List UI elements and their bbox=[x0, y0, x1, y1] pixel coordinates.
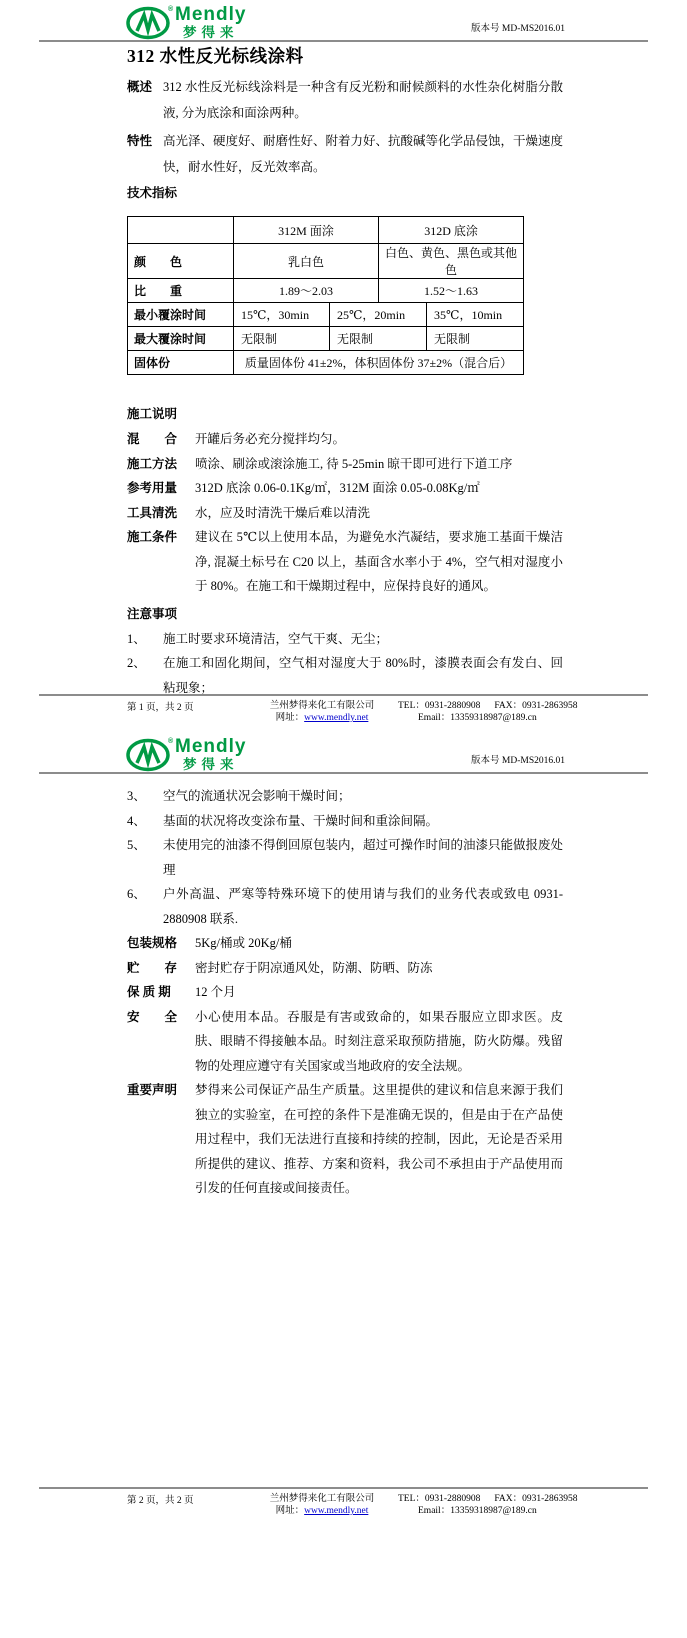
page-header bbox=[0, 732, 687, 772]
brand-name-en: Mendly bbox=[175, 736, 247, 757]
info-item-disclaimer bbox=[127, 1078, 563, 1201]
note-number: 5、 bbox=[127, 838, 146, 852]
table-row bbox=[128, 279, 524, 303]
email-address: Email：13359318987@189.cn bbox=[418, 1506, 537, 1516]
email-address: Email：13359318987@189.cn bbox=[418, 713, 537, 723]
item-text: 12 个月 bbox=[195, 985, 236, 999]
table-cell: 质量固体份 41±2%，体积固体份 37±2%（混合后） bbox=[234, 351, 524, 375]
table-cell: 25℃，20min bbox=[330, 303, 427, 327]
page1-content bbox=[0, 44, 687, 700]
note-number: 4、 bbox=[127, 813, 146, 828]
table-row-label: 最大覆涂时间 bbox=[128, 327, 234, 351]
table-cell: 1.89～2.03 bbox=[234, 279, 379, 303]
item-label: 施工方法 bbox=[127, 456, 178, 471]
page2-content bbox=[0, 784, 687, 1201]
note-number: 3、 bbox=[127, 789, 146, 803]
page-1 bbox=[0, 0, 687, 732]
features-text: 高光泽、硬度好、耐磨性好、附着力好、抗酸碱等化学品侵蚀，干燥速度快，耐水性好，反光效率高。 bbox=[163, 134, 564, 174]
table-cell: 35℃，10min bbox=[427, 303, 524, 327]
notes-heading: 注意事项 bbox=[127, 606, 178, 621]
item-label: 混 合 bbox=[127, 432, 178, 446]
construction-item-cleaning bbox=[127, 501, 563, 526]
note-item-2 bbox=[127, 651, 563, 700]
note-number: 6、 bbox=[127, 887, 146, 901]
features-label: 特性 bbox=[127, 134, 153, 148]
item-text: 喷涂、刷涂或滚涂施工, 待 5-25min 晾干即可进行下道工序 bbox=[195, 456, 513, 471]
table-row bbox=[128, 351, 524, 375]
item-label: 安 全 bbox=[127, 1009, 178, 1024]
table-cell: 无限制 bbox=[427, 327, 524, 351]
tech-specs-heading: 技术指标 bbox=[127, 186, 178, 200]
note-text: 户外高温、严寒等特殊环境下的使用请与我们的业务代表或致电 0931-2880908 联系. bbox=[163, 887, 563, 926]
page-number: 第 2 页，共 2 页 bbox=[127, 1496, 194, 1506]
note-item-1 bbox=[127, 627, 563, 652]
construction-item-conditions bbox=[127, 525, 563, 599]
company-name: 兰州梦得来化工有限公司 bbox=[269, 1494, 375, 1504]
table-cell bbox=[128, 217, 234, 244]
tel-number: TEL：0931-2880908 bbox=[398, 1494, 481, 1504]
fax-number: FAX：0931-2863958 bbox=[494, 701, 578, 711]
table-row bbox=[128, 217, 524, 244]
item-label: 重要声明 bbox=[127, 1083, 178, 1097]
table-cell: 白色、黄色、黑色或其他色 bbox=[379, 244, 524, 279]
table-cell: 1.52～1.63 bbox=[379, 279, 524, 303]
construction-item-method bbox=[127, 452, 563, 477]
item-text: 密封贮存于阴凉通风处，防潮、防晒、防冻 bbox=[195, 960, 433, 975]
construction-item-mixing bbox=[127, 427, 563, 452]
page-2 bbox=[0, 732, 687, 1638]
note-item-5 bbox=[127, 833, 563, 882]
page1-footer bbox=[0, 694, 687, 724]
version-label: 版本号 MD-MS2016.01 bbox=[471, 24, 565, 34]
company-name: 兰州梦得来化工有限公司 bbox=[269, 701, 375, 711]
item-text: 开罐后务必充分搅拌均匀。 bbox=[195, 432, 346, 446]
item-text: 312D 底涂 0.06-0.1Kg/㎡，312M 面涂 0.05-0.08Kg/㎡ bbox=[195, 481, 480, 495]
page-header bbox=[0, 0, 687, 40]
table-row-label: 比 重 bbox=[128, 279, 234, 303]
website-label: 网址： bbox=[275, 1506, 305, 1516]
item-text: 5Kg/桶或 20Kg/桶 bbox=[195, 936, 292, 950]
table-row bbox=[128, 244, 524, 279]
table-cell: 无限制 bbox=[330, 327, 427, 351]
tel-number: TEL：0931-2880908 bbox=[398, 701, 481, 711]
note-number: 2、 bbox=[127, 656, 146, 670]
table-col-header: 312D 底涂 bbox=[379, 217, 524, 244]
table-row-label: 固体份 bbox=[128, 351, 234, 375]
footer-rule bbox=[39, 1487, 648, 1489]
note-text: 在施工和固化期间，空气相对湿度大于 80%时，漆膜表面会有发白、回粘现象； bbox=[163, 656, 563, 695]
table-cell: 15℃，30min bbox=[234, 303, 330, 327]
note-item-4 bbox=[127, 809, 563, 834]
item-text: 小心使用本品。吞服是有害或致命的，如果吞服应立即求医。皮肤、眼睛不得接触本品。时刻注意采取预防措施，防火防爆。残留物的处理应遵守有关国家或当地政府的安全法规。 bbox=[195, 1009, 563, 1073]
note-text: 基面的状况将改变涂布量、干燥时间和重涂间隔。 bbox=[163, 813, 439, 828]
item-text: 建议在 5℃以上使用本品，为避免水汽凝结，要求施工基面干燥洁净, 混凝土标号在 C20 以上，基面含水率小于 4%，空气相对湿度小于 80%。在施工和干燥期过程中，应保持良好的通风。 bbox=[195, 530, 563, 593]
features-row bbox=[127, 128, 563, 180]
table-cell: 无限制 bbox=[234, 327, 330, 351]
table-row-label: 最小覆涂时间 bbox=[128, 303, 234, 327]
brand-name-en: Mendly bbox=[175, 4, 247, 25]
info-item-packaging bbox=[127, 931, 563, 956]
item-label: 保 质 期 bbox=[127, 985, 171, 999]
item-label: 包装规格 bbox=[127, 936, 178, 950]
table-cell: 乳白色 bbox=[234, 244, 379, 279]
website-label: 网址： bbox=[275, 713, 305, 723]
brand-name-cn: 梦得来 bbox=[183, 757, 239, 772]
overview-label: 概述 bbox=[127, 80, 153, 94]
spec-table bbox=[127, 216, 524, 375]
table-row bbox=[128, 327, 524, 351]
registered-mark: ® bbox=[168, 6, 174, 13]
doc-title: 312 水性反光标线涂料 bbox=[127, 46, 304, 66]
note-text: 空气的流通状况会影响干燥时间； bbox=[163, 789, 351, 803]
table-row bbox=[128, 303, 524, 327]
brand-name-cn: 梦得来 bbox=[183, 25, 239, 40]
note-text: 未使用完的油漆不得倒回原包装内，超过可操作时间的油漆只能做报废处理 bbox=[163, 838, 564, 877]
item-text: 水，应及时清洗干燥后难以清洗 bbox=[195, 505, 371, 520]
item-label: 参考用量 bbox=[127, 481, 178, 495]
overview-text: 312 水性反光标线涂料是一种含有反光粉和耐候颜料的水性杂化树脂分散液, 分为底涂和面涂两种。 bbox=[163, 80, 563, 120]
version-label: 版本号 MD-MS2016.01 bbox=[471, 756, 565, 766]
item-label: 施工条件 bbox=[127, 530, 178, 544]
item-text: 梦得来公司保证产品生产质量。这里提供的建议和信息来源于我们独立的实验室，在可控的条件下是准确无误的，但是由于在产品使用过程中，我们无法进行直接和持续的控制，因此，无论是否采用所提供的建议、推荐、方案和资料，我公司不承担由于产品使用而引发的任何直接或间接责任。 bbox=[195, 1083, 563, 1195]
info-item-storage bbox=[127, 956, 563, 981]
info-item-shelf-life bbox=[127, 980, 563, 1005]
website-link[interactable]: www.mendly.net bbox=[304, 713, 369, 723]
mendly-logo-icon bbox=[125, 3, 265, 41]
note-number: 1、 bbox=[127, 631, 146, 646]
construction-item-dosage bbox=[127, 476, 563, 501]
item-label: 贮 存 bbox=[127, 960, 178, 975]
registered-mark: ® bbox=[168, 738, 174, 745]
table-row-label: 颜 色 bbox=[128, 244, 234, 279]
table-col-header: 312M 面涂 bbox=[234, 217, 379, 244]
note-item-3 bbox=[127, 784, 563, 809]
website-link[interactable]: www.mendly.net bbox=[304, 1506, 369, 1516]
construction-heading: 施工说明 bbox=[127, 407, 178, 421]
fax-number: FAX：0931-2863958 bbox=[494, 1494, 578, 1504]
mendly-logo-icon bbox=[125, 735, 265, 773]
page2-footer bbox=[0, 1487, 687, 1517]
page-number: 第 1 页，共 2 页 bbox=[127, 703, 194, 713]
info-item-safety bbox=[127, 1005, 563, 1079]
overview-row bbox=[127, 74, 563, 126]
note-text: 施工时要求环境清洁，空气干爽、无尘； bbox=[163, 631, 389, 646]
item-label: 工具清洗 bbox=[127, 505, 178, 520]
note-item-6 bbox=[127, 882, 563, 931]
footer-rule bbox=[39, 694, 648, 696]
